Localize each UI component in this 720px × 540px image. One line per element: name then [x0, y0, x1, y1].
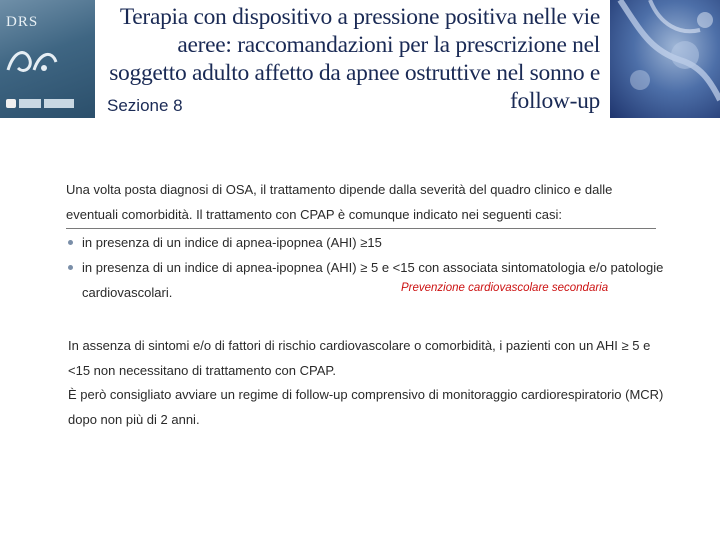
bullet-icon	[68, 240, 73, 245]
bullet-icon	[68, 265, 73, 270]
followup-text-1: In assenza di sintomi e/o di fattori di rischio cardiovascolare o comorbidità, i pazienti con un AHI ≥ 5 e <15 non necessitano di trattamento con CPAP.	[68, 338, 651, 378]
list-item-text: in presenza di un indice di apnea-ipopnea (AHI) ≥15	[82, 235, 382, 250]
divider-line	[66, 228, 656, 229]
section-label: Sezione 8	[107, 96, 183, 115]
intro-paragraph: Una volta posta diagnosi di OSA, il trattamento dipende dalla severità del quadro clinico e dalle eventuali comorbidità. Il trattamento con CPAP è comunque indicato nei seguenti casi:	[66, 182, 613, 222]
logo-badges	[6, 96, 90, 110]
list-item	[66, 230, 666, 255]
followup-text-2: È però consigliato avviare un regime di follow-up comprensivo di monitoraggio cardiorespiratorio (MCR) dopo non più di 2 anni.	[68, 387, 664, 427]
title-panel	[97, 0, 608, 118]
secondary-prevention-note: Prevenzione cardiovascolare secondaria	[401, 282, 609, 294]
publication-logo-panel	[0, 0, 95, 118]
followup-paragraph	[68, 334, 668, 432]
page-title: Terapia con dispositivo a pressione positiva nelle vie aeree: raccomandazioni per la prescrizione nel soggetto adulto affetto da apnee ostruttive nel sonno e follow-up	[109, 4, 600, 114]
list-item	[66, 255, 666, 305]
airway-illustration-icon	[610, 0, 720, 118]
logo-mark: DRS	[6, 14, 39, 30]
logo-swirl-icon	[4, 40, 64, 80]
decorative-airway-image	[610, 0, 720, 118]
header-banner	[0, 0, 720, 118]
list-item-text: in presenza di un indice di apnea-ipopnea (AHI) ≥ 5 e <15 con associata sintomatologia e/o patologie cardiovascolari.	[82, 260, 664, 300]
